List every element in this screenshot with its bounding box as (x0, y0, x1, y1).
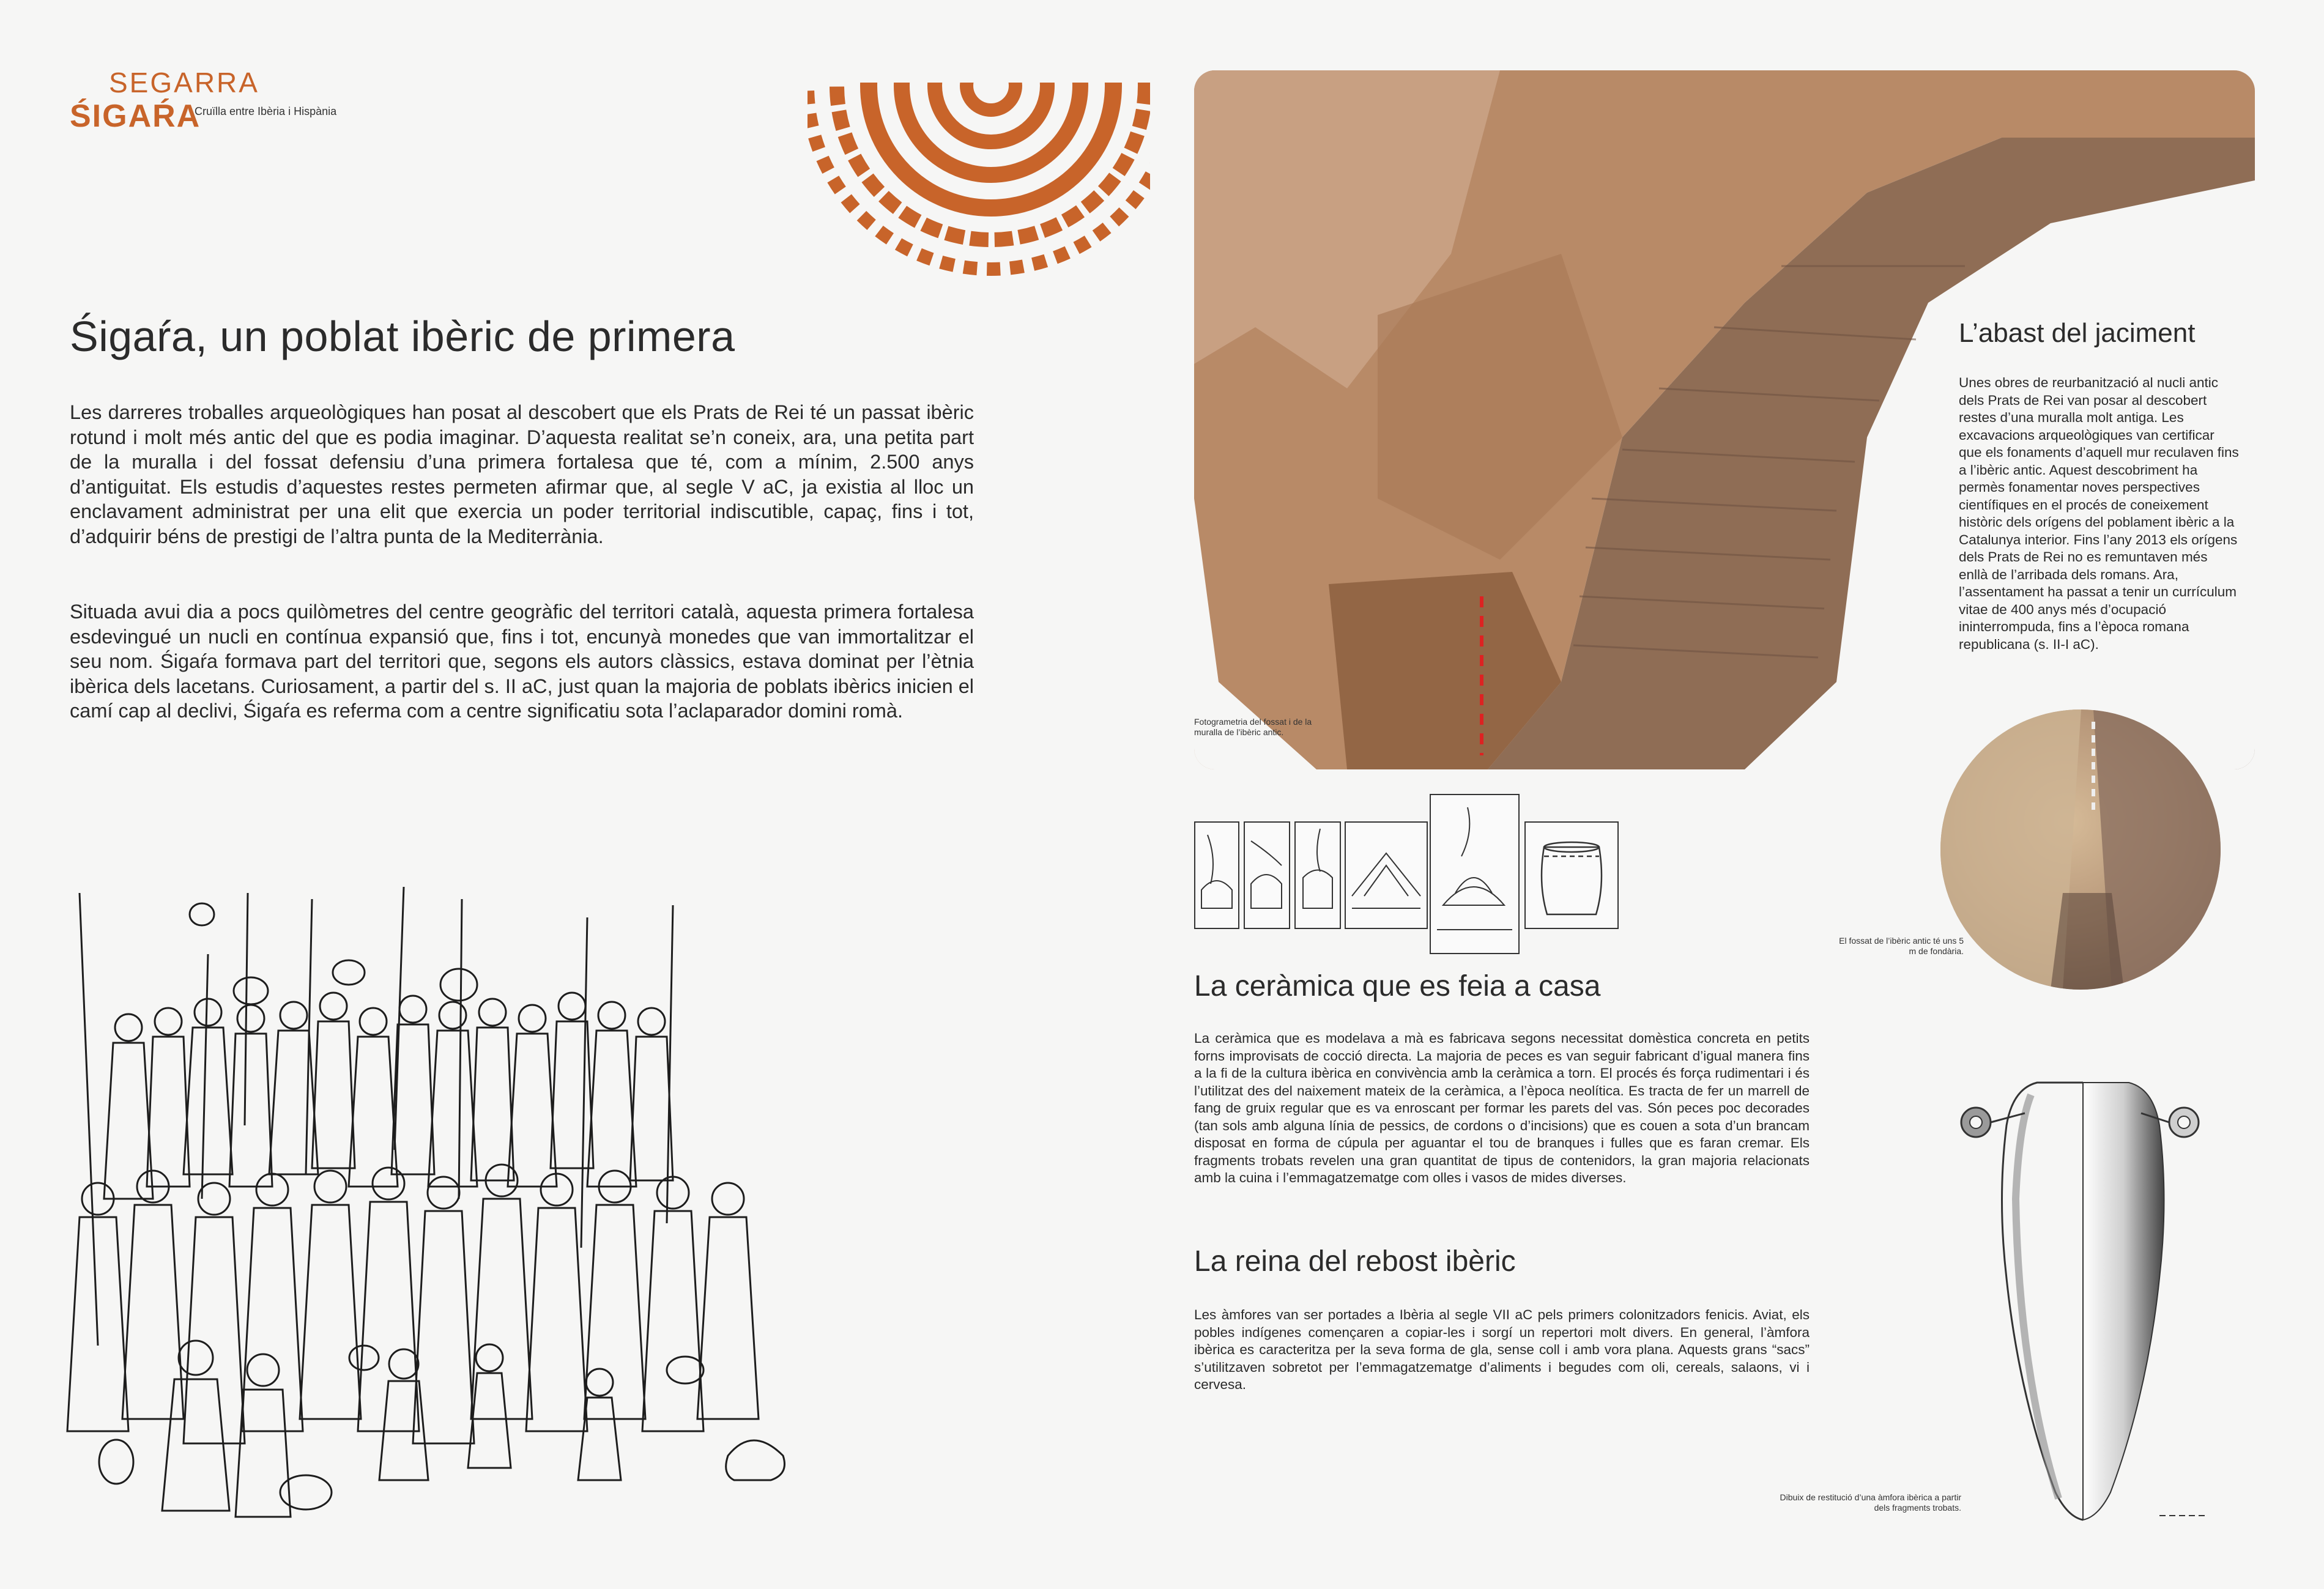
logo-sigara: ŚIGAŔA (70, 98, 201, 134)
ceramica-text: La ceràmica que es modelava a mà es fabricava segons necessitat domèstica concreta en petits forns improvisats de cocció directa. La majoria de peces es van seguir fabricant d’igual manera fins a la fi de la cultura ibèrica en convivència amb la ceràmica a torn. El procés és força rudimentari i és l’utilitzat des del naixement mateix de la ceràmica, a l’època neolítica. Es tracta de fer un marrell de fang de gruix regular que es va enroscant per formar les parets del vas. Són peces poc decorades (tan sols amb alguna línia de pessics, de cordons o d’incisions) que es couen a sota d’un brancam disposat en forma de cúpula per aguantar el tou de branques i fulles que es faran cremar. Els fragments trobats revelen una gran quantitat de tipus de contenidors, la gran majoria relacionats amb la cuina i l’emmagatzematge com olles i vasos de mides diverses. (1194, 1031, 1810, 1185)
sketch-panel-4 (1345, 821, 1428, 929)
amphora-caption: Dibuix de restitució d’una àmfora ibèrica a partir dels fragments trobats. (1780, 1492, 1961, 1513)
rebost-text: Les àmfores van ser portades a Ibèria al segle VII aC pels primers colonitzadors fenicis. Aviat, els pobles indígenes començaren a copiar-les i sorgí un repertori molt divers. En general, l’àmfora ibèrica es caracteritza per la seva forma de gla, sense coll i amb vora plana. Aquests grans “sacs” s’utilitzaven sobretot per l’emmagatzematge d’aliments i begudes com oli, cereals, salaons, vi i cervesa. (1194, 1307, 1810, 1392)
moat-round-photo (1940, 709, 2221, 990)
sketch-panel-3 (1294, 821, 1341, 929)
intro-paragraph-2: Situada avui dia a pocs quilòmetres del centre geogràfic del territori català, aquesta primera fortalesa esdevingué un nucli en contínua expansió que, fins i tot, encunyà monedes que van immortalitzar el seu nom. Śigaŕa formava part del territori que, segons els autors clàssics, estava dominat per l’ètnia ibèrica dels lacetans. Curiosament, a partir del s. II aC, just quan la majoria de poblats ibèrics inicien el camí cap al declivi, Śigaŕa es referma com a centre significatiu sota l’aclaparador domini romà. (70, 601, 974, 722)
villagers-illustration (61, 881, 814, 1529)
round-photo-caption: El fossat de l’ibèric antic té uns 5 m de fondària. (1839, 936, 1964, 956)
sketch-panel-5 (1430, 794, 1520, 954)
ceramica-title: La ceràmica que es feia a casa (1194, 970, 1601, 1002)
abast-title: L’abast del jaciment (1959, 318, 2196, 348)
abast-text: Unes obres de reurbanització al nucli antic dels Prats de Rei van posar al descobert restes d’una muralla molt antiga. Les excavacions arqueològiques van certificar que els fonaments d’aquell mur reculaven fins a l’ibèric antic. Aquest descobriment ha permès fonamentar noves perspectives científiques en el procés de coneixement històric dels orígens del poblament ibèric a la Catalunya interior. Fins l’any 2013 els orígens dels Prats de Rei no es remuntaven més enllà de l’arribada dels romans. Ara, l’assentament ha passat a tenir un currículum vitae de 400 anys més d’ocupació ininterrompuda, fins a l’època romana republicana (s. II-I aC). (1959, 375, 2239, 652)
sketch-panel-1 (1194, 821, 1239, 929)
logo-segarra: SEGARRA (109, 67, 259, 98)
concentric-stamp-icon (807, 61, 1150, 300)
photo-caption: Fotogrametria del fossat i de la muralla de l’ibèric antic. (1194, 717, 1312, 737)
amphora-drawing (1927, 1076, 2214, 1529)
rebost-title: La reina del rebost ibèric (1194, 1245, 1516, 1278)
page-title: Śigaŕa, un poblat ibèric de primera (70, 313, 735, 360)
sketch-panel-2 (1244, 821, 1290, 929)
sketch-panel-6 (1524, 821, 1619, 929)
intro-paragraph-1: Les darreres troballes arqueològiques han posat al descobert que els Prats de Rei té un passat ibèric rotund i molt més antic del que es podia imaginar. D’aquesta realitat se’n coneix, ara, una petita part de la muralla i del fossat defensiu d’una primera fortalesa que té, com a mínim, 2.500 anys d’antiguitat. Els estudis d’aquestes restes permeten afirmar que, al segle V aC, ja existia al lloc un enclavament administrat per una elit que exercia un poder territorial indiscutible, capaç, fins i tot, d’adquirir béns de prestigi de l’altra punta de la Mediterrània. (70, 401, 974, 547)
logo-subtitle: Cruïlla entre Ibèria i Hispània (195, 105, 337, 117)
